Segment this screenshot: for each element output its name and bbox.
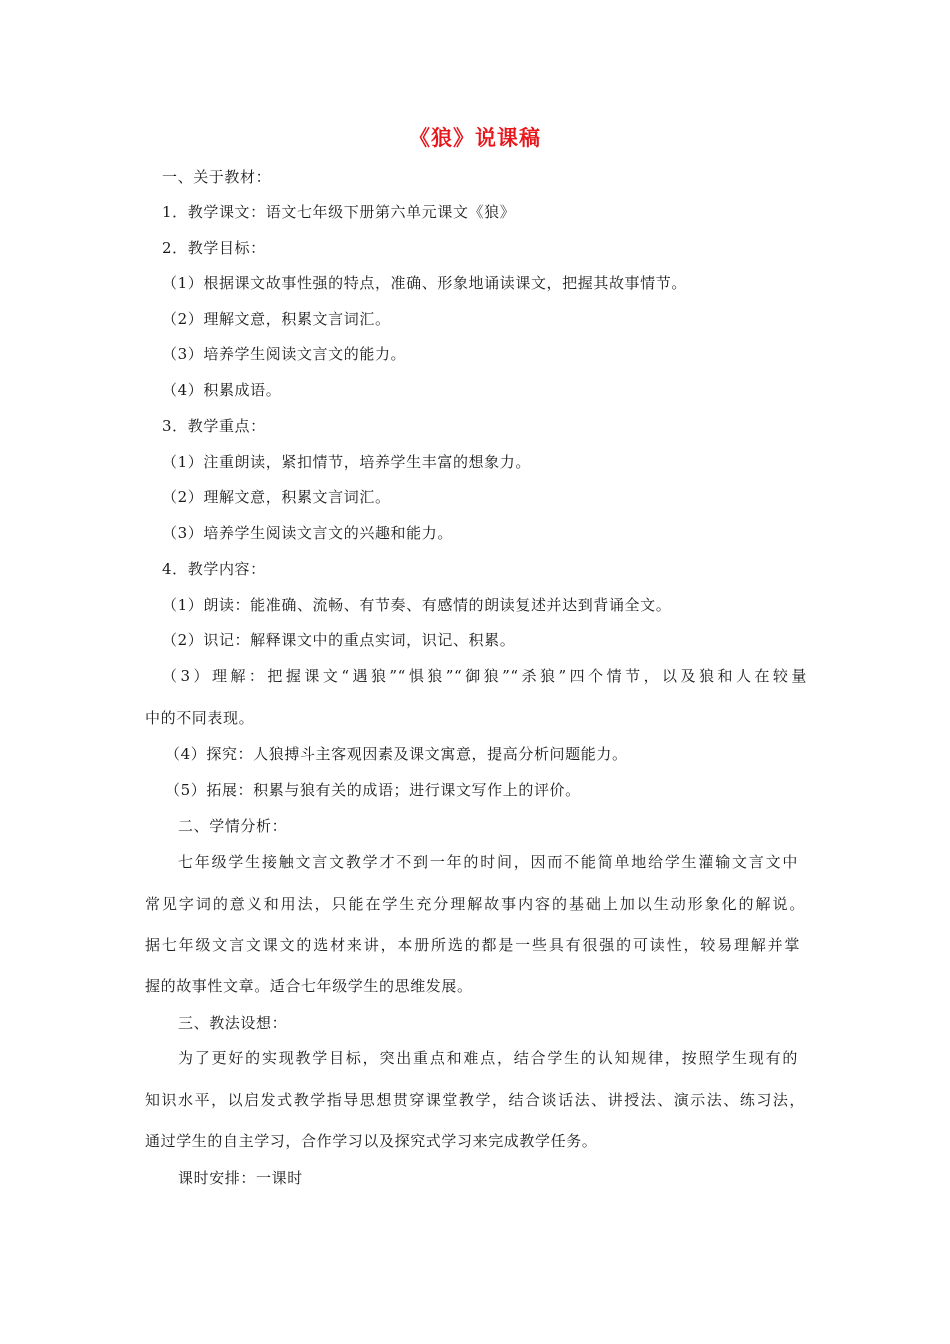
paragraph-line: 为了更好的实现教学目标，突出重点和难点，结合学生的认知规律，按照学生现有的 [178, 1049, 798, 1067]
text-line: 1．教学课文：语文七年级下册第六单元课文《狼》 [162, 203, 516, 221]
text-line: （4）积累成语。 [162, 381, 282, 399]
subsection-heading: 4．教学内容： [162, 560, 266, 578]
text-line: （1）朗读：能准确、流畅、有节奏、有感情的朗读复述并达到背诵全文。 [162, 596, 672, 614]
subsection-heading: 2．教学目标： [162, 239, 266, 257]
section-heading: 一、关于教材： [162, 168, 272, 186]
text-line: （2）识记：解释课文中的重点实词，识记、积累。 [162, 631, 516, 649]
paragraph-line: 知识水平，以启发式教学指导思想贯穿课堂教学，结合谈话法、讲授法、演示法、练习法， [145, 1091, 805, 1109]
text-line: （4）探究：人狼搏斗主客观因素及课文寓意，提高分析问题能力。 [165, 745, 628, 763]
text-line: （1）根据课文故事性强的特点，准确、形象地诵读课文，把握其故事情节。 [162, 274, 687, 292]
document-title: 《狼》说课稿 [409, 126, 541, 150]
text-line: （2）理解文意，积累文言词汇。 [162, 488, 391, 506]
paragraph-line: 握的故事性文章。适合七年级学生的思维发展。 [145, 977, 473, 995]
text-line: （5）拓展：积累与狼有关的成语；进行课文写作上的评价。 [165, 781, 581, 799]
text-line: 课时安排：一课时 [178, 1169, 303, 1187]
text-line: （1）注重朗读，紧扣情节，培养学生丰富的想象力。 [162, 453, 531, 471]
paragraph-line: 常见字词的意义和用法，只能在学生充分理解故事内容的基础上加以生动形象化的解说。 [145, 895, 805, 913]
section-heading: 二、学情分析： [178, 817, 288, 835]
paragraph-line: 七年级学生接触文言文教学才不到一年的时间，因而不能简单地给学生灌输文言文中 [178, 853, 798, 871]
paragraph-line: 通过学生的自主学习，合作学习以及探究式学习来完成教学任务。 [145, 1132, 598, 1150]
subsection-heading: 3．教学重点： [162, 417, 266, 435]
text-line: 中的不同表现。 [145, 709, 255, 727]
text-line: （3）培养学生阅读文言文的兴趣和能力。 [162, 524, 453, 542]
section-heading: 三、教法设想： [178, 1014, 288, 1032]
text-line: （3）培养学生阅读文言文的能力。 [162, 345, 407, 363]
text-line: （3）理解：把握课文“遇狼”“惧狼”“御狼”“杀狼”四个情节，以及狼和人在较量 [162, 667, 807, 685]
text-line: （2）理解文意，积累文言词汇。 [162, 310, 391, 328]
paragraph-line: 据七年级文言文课文的选材来讲，本册所选的都是一些具有很强的可读性，较易理解并掌 [145, 936, 800, 954]
